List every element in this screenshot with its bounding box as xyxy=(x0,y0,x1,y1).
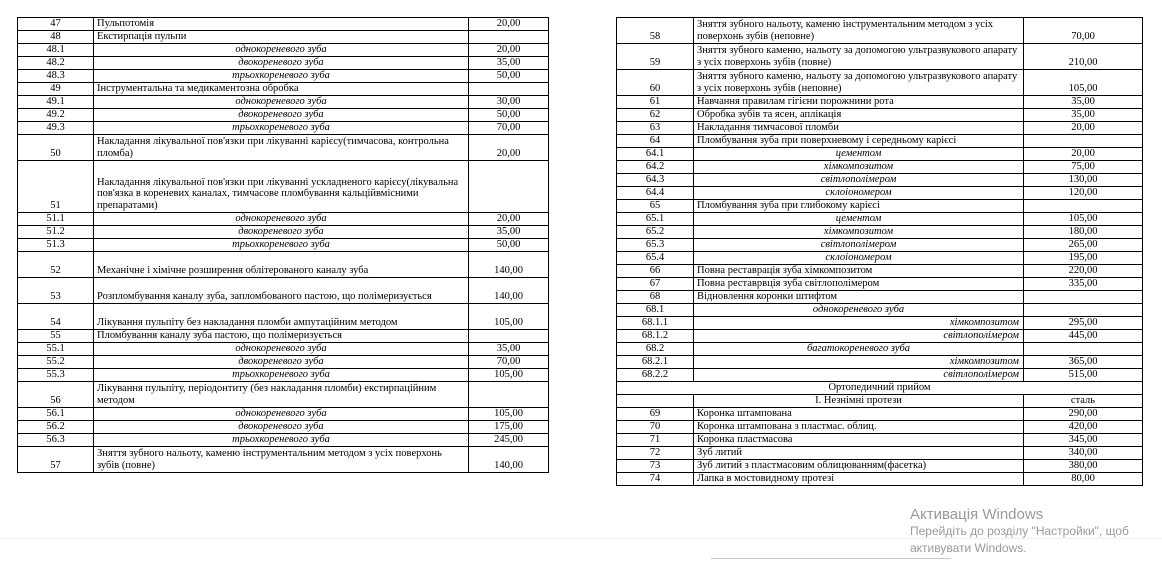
service-price: 35,00 xyxy=(1024,96,1143,109)
table-row xyxy=(18,44,549,57)
row-number: 68.1 xyxy=(617,304,694,317)
service-price: 420,00 xyxy=(1024,421,1143,434)
table-row xyxy=(617,70,1143,96)
service-price: 20,00 xyxy=(469,18,549,31)
table-row xyxy=(617,96,1143,109)
service-description: хімкомпозитом xyxy=(694,161,1024,174)
service-description: Екстирпація пульпи xyxy=(94,31,469,44)
row-number: 52 xyxy=(18,252,94,278)
table-row xyxy=(18,434,549,447)
table-row xyxy=(18,18,549,31)
table-row xyxy=(617,473,1143,486)
service-price xyxy=(1024,291,1143,304)
table-row xyxy=(617,265,1143,278)
service-price: 140,00 xyxy=(469,278,549,304)
service-description: Пломбування каналу зуба пастою, що полімеризується xyxy=(94,330,469,343)
table-row xyxy=(617,18,1143,44)
service-description: цементом xyxy=(694,213,1024,226)
service-description: трьохкореневого зуба xyxy=(94,239,469,252)
table-row xyxy=(617,187,1143,200)
row-number: 65 xyxy=(617,200,694,213)
table-row xyxy=(18,83,549,96)
table-row xyxy=(617,434,1143,447)
service-price xyxy=(1024,304,1143,317)
watermark-line-1: Перейдіть до розділу "Настройки", щоб xyxy=(910,524,1129,538)
service-price xyxy=(1024,343,1143,356)
row-number: 68.2.2 xyxy=(617,369,694,382)
service-price: 210,00 xyxy=(1024,44,1143,70)
service-description: склоіономером xyxy=(694,252,1024,265)
row-number: 64.1 xyxy=(617,148,694,161)
table-row xyxy=(617,447,1143,460)
service-price xyxy=(1024,200,1143,213)
table-row xyxy=(617,226,1143,239)
service-description: Зняття зубного нальоту, каменю інструментальним методом з усіх поверхонь зубів (повне) xyxy=(94,447,469,473)
row-number: 65.4 xyxy=(617,252,694,265)
service-price: 345,00 xyxy=(1024,434,1143,447)
service-description: Механічне і хімічне розширення облітерованого каналу зуба xyxy=(94,252,469,278)
service-description: трьохкореневого зуба xyxy=(94,122,469,135)
table-row xyxy=(617,291,1143,304)
service-price: 245,00 xyxy=(469,434,549,447)
service-description: двокореневого зуба xyxy=(94,57,469,70)
table-row xyxy=(18,226,549,239)
price-table-right xyxy=(616,17,1143,486)
service-description: світлополімером xyxy=(694,330,1024,343)
service-description: Зуб литий з пластмасовим облицюванням(фасетка) xyxy=(694,460,1024,473)
watermark-line-2: активувати Windows. xyxy=(910,541,1027,555)
service-description: Пломбування зуба при глибокому карієсі xyxy=(694,200,1024,213)
table-row xyxy=(617,330,1143,343)
service-price: 70,00 xyxy=(469,356,549,369)
service-price: 20,00 xyxy=(469,213,549,226)
table-row xyxy=(18,421,549,434)
service-price xyxy=(469,31,549,44)
service-price: 380,00 xyxy=(1024,460,1143,473)
row-number: 55.2 xyxy=(18,356,94,369)
row-number: 68.1.2 xyxy=(617,330,694,343)
row-number: 70 xyxy=(617,421,694,434)
service-description: Розпломбування каналу зуба, запломбованого пастою, що полімеризується xyxy=(94,278,469,304)
table-row xyxy=(617,395,1143,408)
table-row xyxy=(617,148,1143,161)
row-number: 72 xyxy=(617,447,694,460)
table-row xyxy=(617,252,1143,265)
service-description: двокореневого зуба xyxy=(94,226,469,239)
row-number: 51 xyxy=(18,161,94,213)
service-description: Накладання тимчасової пломби xyxy=(694,122,1024,135)
row-number: 65.3 xyxy=(617,239,694,252)
service-description: світлополімером xyxy=(694,174,1024,187)
row-number: 56.1 xyxy=(18,408,94,421)
table-row xyxy=(18,213,549,226)
watermark-title: Активація Windows xyxy=(910,506,1044,523)
service-price: 515,00 xyxy=(1024,369,1143,382)
page-bottom-rule xyxy=(711,558,951,559)
service-price xyxy=(469,161,549,213)
service-price: 70,00 xyxy=(1024,18,1143,44)
table-row xyxy=(18,57,549,70)
table-row xyxy=(18,382,549,408)
service-price xyxy=(469,330,549,343)
service-price: 340,00 xyxy=(1024,447,1143,460)
service-description: Лапка в мостовидному протезі xyxy=(694,473,1024,486)
service-price: 35,00 xyxy=(469,226,549,239)
table-row xyxy=(617,317,1143,330)
service-price: 50,00 xyxy=(469,70,549,83)
table-row xyxy=(617,460,1143,473)
service-description: Лікування пульпіту без накладання пломби ампутаційним методом xyxy=(94,304,469,330)
service-price: 105,00 xyxy=(469,369,549,382)
table-row xyxy=(18,304,549,330)
service-price: 70,00 xyxy=(469,122,549,135)
table-row xyxy=(18,356,549,369)
table-row xyxy=(617,421,1143,434)
table-row xyxy=(18,122,549,135)
service-description: трьохкореневого зуба xyxy=(94,70,469,83)
table-row xyxy=(617,343,1143,356)
service-description: Зняття зубного каменю, нальоту за допомогою ультразвукового апарату з усіх поверхонь зубів (повне) xyxy=(694,44,1024,70)
table-row xyxy=(18,239,549,252)
service-price: 105,00 xyxy=(469,304,549,330)
row-number: 64 xyxy=(617,135,694,148)
row-number: 49.2 xyxy=(18,109,94,122)
row-number: 49.3 xyxy=(18,122,94,135)
service-description: Накладання лікувальної пов'язки при лікуванні ускладненого карієсу(лікувальна пов'язка в кореневих каналах, тимчасове пломбування кальційвмісними препаратами) xyxy=(94,161,469,213)
table-row xyxy=(617,135,1143,148)
row-number: 64.3 xyxy=(617,174,694,187)
row-number: 65.2 xyxy=(617,226,694,239)
table-row xyxy=(18,343,549,356)
row-number xyxy=(617,395,694,408)
row-number: 64.4 xyxy=(617,187,694,200)
service-price: 120,00 xyxy=(1024,187,1143,200)
table-row xyxy=(617,304,1143,317)
table-row xyxy=(617,382,1143,395)
table-row xyxy=(617,122,1143,135)
service-price: 365,00 xyxy=(1024,356,1143,369)
service-description: однокореневого зуба xyxy=(94,408,469,421)
table-row xyxy=(617,239,1143,252)
row-number: 71 xyxy=(617,434,694,447)
row-number: 51.2 xyxy=(18,226,94,239)
service-description: Зняття зубного нальоту, каменю інструментальним методом з усіх поверхонь зубів (неповне) xyxy=(694,18,1024,44)
table-row xyxy=(18,70,549,83)
table-row xyxy=(617,369,1143,382)
service-price: 180,00 xyxy=(1024,226,1143,239)
service-description: хімкомпозитом xyxy=(694,356,1024,369)
service-description: Коронка штампована з пластмас. облиц. xyxy=(694,421,1024,434)
service-price: 445,00 xyxy=(1024,330,1143,343)
service-price: 35,00 xyxy=(1024,109,1143,122)
row-number: 66 xyxy=(617,265,694,278)
service-description: однокореневого зуба xyxy=(94,96,469,109)
service-description: цементом xyxy=(694,148,1024,161)
service-description: трьохкореневого зуба xyxy=(94,369,469,382)
service-price: 130,00 xyxy=(1024,174,1143,187)
service-price: 105,00 xyxy=(1024,70,1143,96)
row-number: 49 xyxy=(18,83,94,96)
service-description: Накладання лікувальної пов'язки при лікуванні карієсу(тимчасова, контрольна пломба) xyxy=(94,135,469,161)
row-number: 68.2 xyxy=(617,343,694,356)
price-table-left xyxy=(17,17,549,473)
service-description: хімкомпозитом xyxy=(694,226,1024,239)
row-number: 55.3 xyxy=(18,369,94,382)
service-description: двокореневого зуба xyxy=(94,421,469,434)
row-number: 61 xyxy=(617,96,694,109)
service-description: хімкомпозитом xyxy=(694,317,1024,330)
row-number: 47 xyxy=(18,18,94,31)
service-price: 35,00 xyxy=(469,57,549,70)
service-description: світлополімером xyxy=(694,369,1024,382)
service-description: двокореневого зуба xyxy=(94,109,469,122)
service-price: 175,00 xyxy=(469,421,549,434)
service-description: Повна реставрація зуба хімкомпозитом xyxy=(694,265,1024,278)
service-description: однокореневого зуба xyxy=(94,213,469,226)
service-description: багатокореневого зуба xyxy=(694,343,1024,356)
service-price xyxy=(1024,135,1143,148)
service-price: 140,00 xyxy=(469,252,549,278)
table-row xyxy=(18,408,549,421)
row-number: 68.2.1 xyxy=(617,356,694,369)
service-description: однокореневого зуба xyxy=(94,44,469,57)
service-price: 50,00 xyxy=(469,109,549,122)
table-row xyxy=(18,330,549,343)
table-row xyxy=(617,408,1143,421)
service-description: Відновлення коронки штифтом xyxy=(694,291,1024,304)
service-description: склоіономером xyxy=(694,187,1024,200)
service-description: Інструментальна та медикаментозна обробка xyxy=(94,83,469,96)
table-row xyxy=(617,213,1143,226)
service-price: 75,00 xyxy=(1024,161,1143,174)
service-price: 50,00 xyxy=(469,239,549,252)
row-number: 60 xyxy=(617,70,694,96)
row-number: 55 xyxy=(18,330,94,343)
row-number: 54 xyxy=(18,304,94,330)
service-description: Коронка пластмасова xyxy=(694,434,1024,447)
service-price: 105,00 xyxy=(1024,213,1143,226)
service-price: 20,00 xyxy=(469,44,549,57)
row-number: 56 xyxy=(18,382,94,408)
service-description: Пломбування зуба при поверхневому і середньому карієсі xyxy=(694,135,1024,148)
table-row xyxy=(18,109,549,122)
service-description: Навчання правилам гігієни порожнини рота xyxy=(694,96,1024,109)
row-number: 48.3 xyxy=(18,70,94,83)
row-number: 69 xyxy=(617,408,694,421)
row-number: 68 xyxy=(617,291,694,304)
row-number: 49.1 xyxy=(18,96,94,109)
service-price: 20,00 xyxy=(469,135,549,161)
row-number: 56.3 xyxy=(18,434,94,447)
table-row xyxy=(617,44,1143,70)
service-description: Повна реставрвція зуба світлополімером xyxy=(694,278,1024,291)
table-row xyxy=(617,200,1143,213)
service-description: Зуб литий xyxy=(694,447,1024,460)
row-number: 62 xyxy=(617,109,694,122)
table-row xyxy=(617,356,1143,369)
table-row xyxy=(18,252,549,278)
row-number: 67 xyxy=(617,278,694,291)
table-row xyxy=(18,31,549,44)
service-price: 35,00 xyxy=(469,343,549,356)
table-row xyxy=(18,96,549,109)
table-row xyxy=(617,174,1143,187)
service-price: 290,00 xyxy=(1024,408,1143,421)
page-divider xyxy=(0,538,1162,539)
row-number: 51.3 xyxy=(18,239,94,252)
service-price: сталь xyxy=(1024,395,1143,408)
service-price xyxy=(469,382,549,408)
service-price: 265,00 xyxy=(1024,239,1143,252)
row-number: 68.1.1 xyxy=(617,317,694,330)
row-number: 73 xyxy=(617,460,694,473)
service-price: 220,00 xyxy=(1024,265,1143,278)
service-price xyxy=(469,83,549,96)
service-price: 30,00 xyxy=(469,96,549,109)
service-price: 140,00 xyxy=(469,447,549,473)
service-price: 195,00 xyxy=(1024,252,1143,265)
row-number: 48.2 xyxy=(18,57,94,70)
service-price: 105,00 xyxy=(469,408,549,421)
table-row xyxy=(18,369,549,382)
table-row xyxy=(18,278,549,304)
service-description: Лікування пульпіту, періодонтиту (без накладання пломби) екстирпаційним методом xyxy=(94,382,469,408)
row-number: 50 xyxy=(18,135,94,161)
table-row xyxy=(617,161,1143,174)
table-row xyxy=(617,278,1143,291)
row-number: 57 xyxy=(18,447,94,473)
row-number: 64.2 xyxy=(617,161,694,174)
service-description: світлополімером xyxy=(694,239,1024,252)
row-number: 51.1 xyxy=(18,213,94,226)
row-number: 55.1 xyxy=(18,343,94,356)
service-description: двокореневого зуба xyxy=(94,356,469,369)
service-description: трьохкореневого зуба xyxy=(94,434,469,447)
service-description: Обробка зубів та ясен, аплікація xyxy=(694,109,1024,122)
row-number: 48.1 xyxy=(18,44,94,57)
row-number: 48 xyxy=(18,31,94,44)
service-description: Пульпотомія xyxy=(94,18,469,31)
service-price: 20,00 xyxy=(1024,122,1143,135)
service-description: однокореневого зуба xyxy=(94,343,469,356)
table-row xyxy=(18,161,549,213)
row-number: 65.1 xyxy=(617,213,694,226)
section-header: Ортопедичний прийом xyxy=(617,382,1143,395)
service-price: 295,00 xyxy=(1024,317,1143,330)
service-description: Коронка штампована xyxy=(694,408,1024,421)
row-number: 59 xyxy=(617,44,694,70)
row-number: 74 xyxy=(617,473,694,486)
windows-activation-watermark xyxy=(910,506,1129,557)
service-description: однокореневого зуба xyxy=(694,304,1024,317)
service-price: 80,00 xyxy=(1024,473,1143,486)
table-row xyxy=(617,109,1143,122)
row-number: 53 xyxy=(18,278,94,304)
row-number: 56.2 xyxy=(18,421,94,434)
section-subheader: І. Незнімні протези xyxy=(694,395,1024,408)
row-number: 58 xyxy=(617,18,694,44)
table-row xyxy=(18,135,549,161)
table-row xyxy=(18,447,549,473)
service-description: Зняття зубного каменю, нальоту за допомогою ультразвукового апарату з усіх поверхонь зубів (неповне) xyxy=(694,70,1024,96)
row-number: 63 xyxy=(617,122,694,135)
service-price: 335,00 xyxy=(1024,278,1143,291)
service-price: 20,00 xyxy=(1024,148,1143,161)
